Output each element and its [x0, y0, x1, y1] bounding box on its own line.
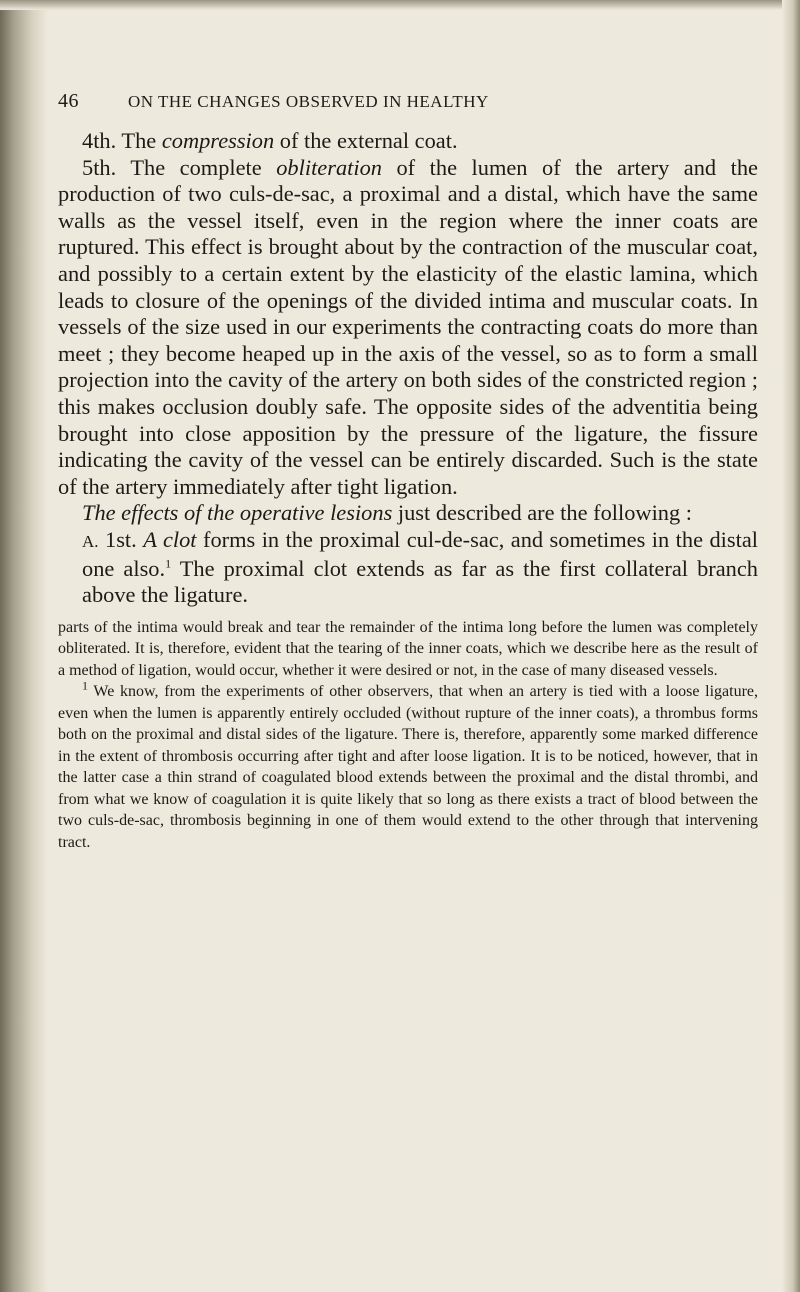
term-clot: A clot — [143, 526, 197, 552]
page-right-shadow — [782, 0, 800, 1292]
main-text — [58, 128, 758, 609]
footnote-ref[interactable]: 1 — [165, 556, 172, 571]
paragraph-fifth: 5th. The complete obliteration of the lumen of the artery and the production of two culs-de-sac, a proximal and a distal, which have the same walls as the vessel itself, even in the region where the inner coats are ruptured. This effect is brought about by the contraction of the muscular coat, and possibly to a certain extent by the elasticity of the elastic lamina, which leads to closure of the openings of the divided intima and muscular coats. In vessels of the size used in our experiments the contracting coats do more than meet ; they become heaped up in the axis of the vessel, so as to form a small projection into the cavity of the artery on both sides of the constricted region ; this makes occlusion doubly safe. The opposite sides of the adventitia being brought into close apposition by the pressure of the ligature, the fissure indicating the cavity of the vessel can be entirely discarded. Such is the state of the artery immediately after tight ligation. — [58, 154, 758, 499]
footnote-marker: 1 — [82, 678, 88, 693]
footnotes — [58, 617, 758, 854]
footnote-1: $^1$ We know, from the experiments of other observers, that when an artery is tied with a loose ligature, even when the lumen is apparently entirely occluded (without rupture of the inner coats), a thrombus forms both on the proximal and distal sides of the ligature. There is, therefore, apparently some marked difference in the extent of thrombosis occurring after tight and after loose ligation. It is to be noticed, however, that in the latter case a thin strand of coagulated blood extends between the proximal and the distal thrombi, and from what we know of coagulation it is quite likely that so long as there exists a tract of blood between the two culs-de-sac, thrombosis beginning in one of them would extend to the other through that intervening tract. — [58, 678, 758, 851]
running-head — [58, 90, 758, 120]
running-title: ON THE CHANGES OBSERVED IN HEALTHY — [128, 92, 489, 111]
page-number: 46 — [58, 90, 79, 112]
paragraph-fourth: 4th. The compression of the external coat. — [82, 128, 458, 153]
effects-heading: The effects of the operative lesions — [82, 500, 393, 526]
page-gutter-shadow — [0, 0, 48, 1292]
term-obliteration: obliteration — [276, 154, 382, 180]
footnote-continuation: parts of the intima would break and tear the remainder of the intima long before the lumen was completely obliterated. It is, therefore, evident that the tearing of the inner coats, which we describe here as the result of a method of ligation, would occur, whether it were desired or not, in the case of many diseased vessels. — [58, 618, 758, 679]
term-compression: compression — [161, 128, 275, 153]
book-page — [58, 90, 758, 853]
section-label: A. — [82, 531, 99, 551]
page-top-shadow — [0, 0, 800, 10]
paragraph-effects: The effects of the operative lesions just described are the following : — [82, 500, 693, 526]
paragraph-clot: A. 1st. A clot forms in the proximal cul-de-sac, and sometimes in the distal one also.$^1$ The proximal clot extends as far as the first collateral branch above the ligature. — [82, 526, 758, 608]
